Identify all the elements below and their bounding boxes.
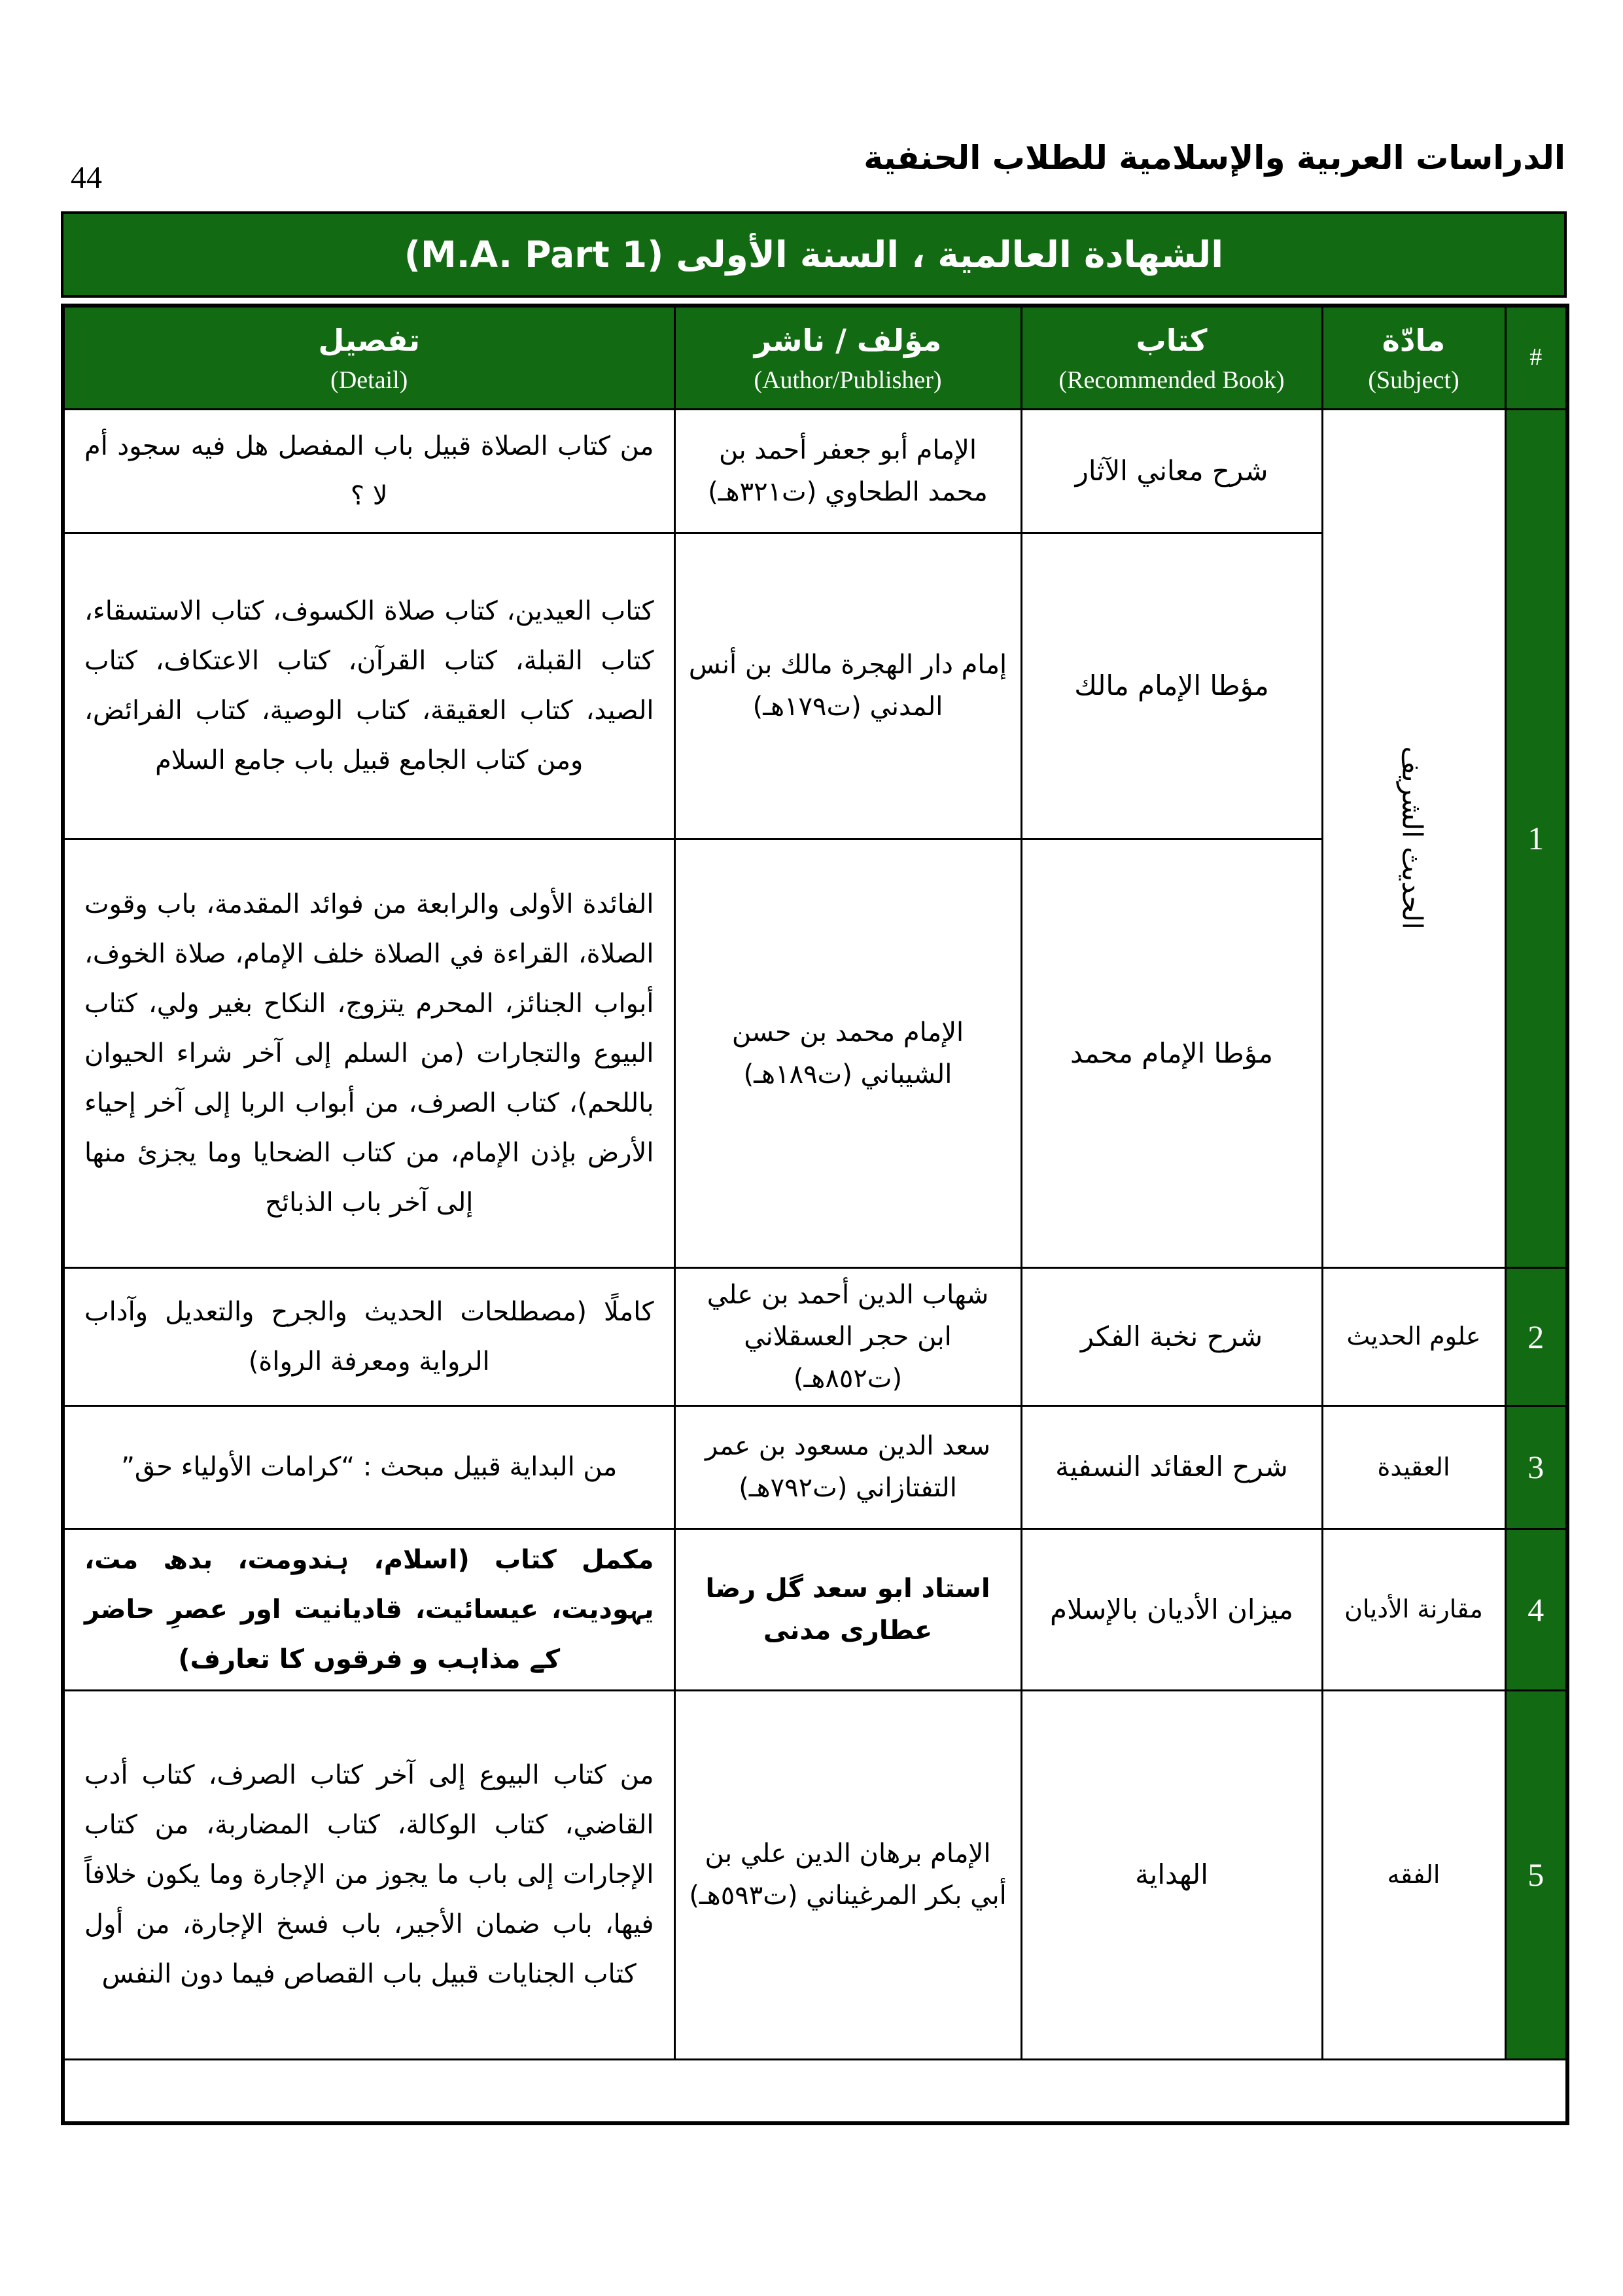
header-row [63,306,1567,409]
col-header-author [674,306,1021,409]
table-row [63,1528,1567,1690]
book-cell: ميزان الأديان بالإسلام [1021,1528,1322,1690]
table-row [63,1405,1567,1528]
detail-cell: من كتاب الصلاة قبيل باب المفصل هل فيه سجود أم لا ؟ [63,409,674,533]
book-cell: مؤطا الإمام مالك [1021,533,1322,839]
col-header-number [1505,306,1567,409]
detail-cell: مکمل کتاب (اسلام، ہندومت، بدھ مت، یہودیت، عیسائیت، قادیانیت اور عصرِ حاضر کے مذاہب و فرقوں کا تعارف) [63,1528,674,1690]
subject-cell: مقارنة الأديان [1322,1528,1505,1690]
subject-cell [1322,409,1505,1267]
empty-bottom-row [63,2059,1567,2123]
book-cell: الهداية [1021,1690,1322,2059]
subject-rotated-label: الحديث الشريف [1397,746,1429,930]
page-title: الدراسات العربية والإسلامية للطلاب الحنفية [864,139,1565,177]
col-header-detail-en: (Detail) [330,366,408,394]
row-number: 1 [1505,409,1567,1267]
col-header-number-label: # [1529,344,1543,372]
table-title-banner [61,211,1567,298]
row-number: 4 [1505,1528,1567,1690]
detail-cell: من كتاب البيوع إلى آخر كتاب الصرف، كتاب أدب القاضي، كتاب الوكالة، كتاب المضاربة، من كتاب الإجارات إلى باب ما يجوز من الإجارة وما يكون خلافاً فيها، باب ضمان الأجير، باب فسخ الإجارة، من أول كتاب الجنايات قبيل باب القصاص فيما دون النفس [63,1690,674,2059]
detail-cell: كاملًا (مصطلحات الحديث والجرح والتعديل وآداب الرواية ومعرفة الرواة) [63,1267,674,1405]
subject-cell: علوم الحديث [1322,1267,1505,1405]
author-cell: إمام دار الهجرة مالك بن أنس المدني (ت١٧٩هـ) [674,533,1021,839]
row-number: 3 [1505,1405,1567,1528]
col-header-book-ar: كتاب [1136,322,1208,358]
page-number: 44 [71,160,102,195]
subject-cell: الفقه [1322,1690,1505,2059]
author-cell: استاد ابو سعد گل رضا عطاری مدنی [674,1528,1021,1690]
detail-cell: كتاب العيدين، كتاب صلاة الكسوف، كتاب الاستسقاء، كتاب القبلة، كتاب القرآن، كتاب الاعتكاف، كتاب الصيد، كتاب العقيقة، كتاب الوصية، كتاب الفرائض، ومن كتاب الجامع قبيل باب جامع السلام [63,533,674,839]
table-row [63,409,1567,533]
author-cell: سعد الدين مسعود بن عمر التفتازاني (ت٧٩٢هـ) [674,1405,1021,1528]
detail-cell: من البداية قبيل مبحث : “كرامات الأولياء حق” [63,1405,674,1528]
book-cell: شرح العقائد النسفية [1021,1405,1322,1528]
subject-cell: العقيدة [1322,1405,1505,1528]
row-number: 5 [1505,1690,1567,2059]
table-row [63,1690,1567,2059]
col-header-author-en: (Author/Publisher) [754,366,942,394]
row-number: 2 [1505,1267,1567,1405]
author-cell: شهاب الدين أحمد بن علي ابن حجر العسقلاني (ت٨٥٢هـ) [674,1267,1021,1405]
author-cell: الإمام أبو جعفر أحمد بن محمد الطحاوي (ت٣٢١هـ) [674,409,1021,533]
col-header-author-ar: مؤلف / ناشر [754,322,942,358]
empty-cell [63,2059,1567,2123]
syllabus-table [61,304,1569,2125]
table-title: الشهادة العالمية ، السنة الأولى (M.A. Part 1) [404,234,1224,275]
detail-cell: الفائدة الأولى والرابعة من فوائد المقدمة، باب وقوت الصلاة، القراءة في الصلاة خلف الإمام، صلاة الخوف، أبواب الجنائز، المحرم يتزوج، النكاح بغير ولي، كتاب البيوع والتجارات (من السلم إلى آخر شراء الحيوان باللحم)، كتاب الصرف، من أبواب الربا إلى آخر إحياء الأرض بإذن الإمام، من كتاب الضحايا وما يجزئ منها إلى آخر باب الذبائح [63,839,674,1267]
author-cell: الإمام محمد بن حسن الشيباني (ت١٨٩هـ) [674,839,1021,1267]
book-cell: شرح نخبة الفكر [1021,1267,1322,1405]
col-header-detail-ar: تفصيل [318,322,421,358]
col-header-book-en: (Recommended Book) [1058,366,1285,394]
col-header-book [1021,306,1322,409]
col-header-detail [63,306,674,409]
syllabus-document [61,211,1567,2125]
col-header-subject [1322,306,1505,409]
book-cell: شرح معاني الآثار [1021,409,1322,533]
author-cell: الإمام برهان الدين علي بن أبي بكر المرغيناني (ت٥٩٣هـ) [674,1690,1021,2059]
book-cell: مؤطا الإمام محمد [1021,839,1322,1267]
table-row [63,1267,1567,1405]
col-header-subject-ar: مادّة [1382,322,1446,358]
col-header-subject-en: (Subject) [1368,366,1459,394]
